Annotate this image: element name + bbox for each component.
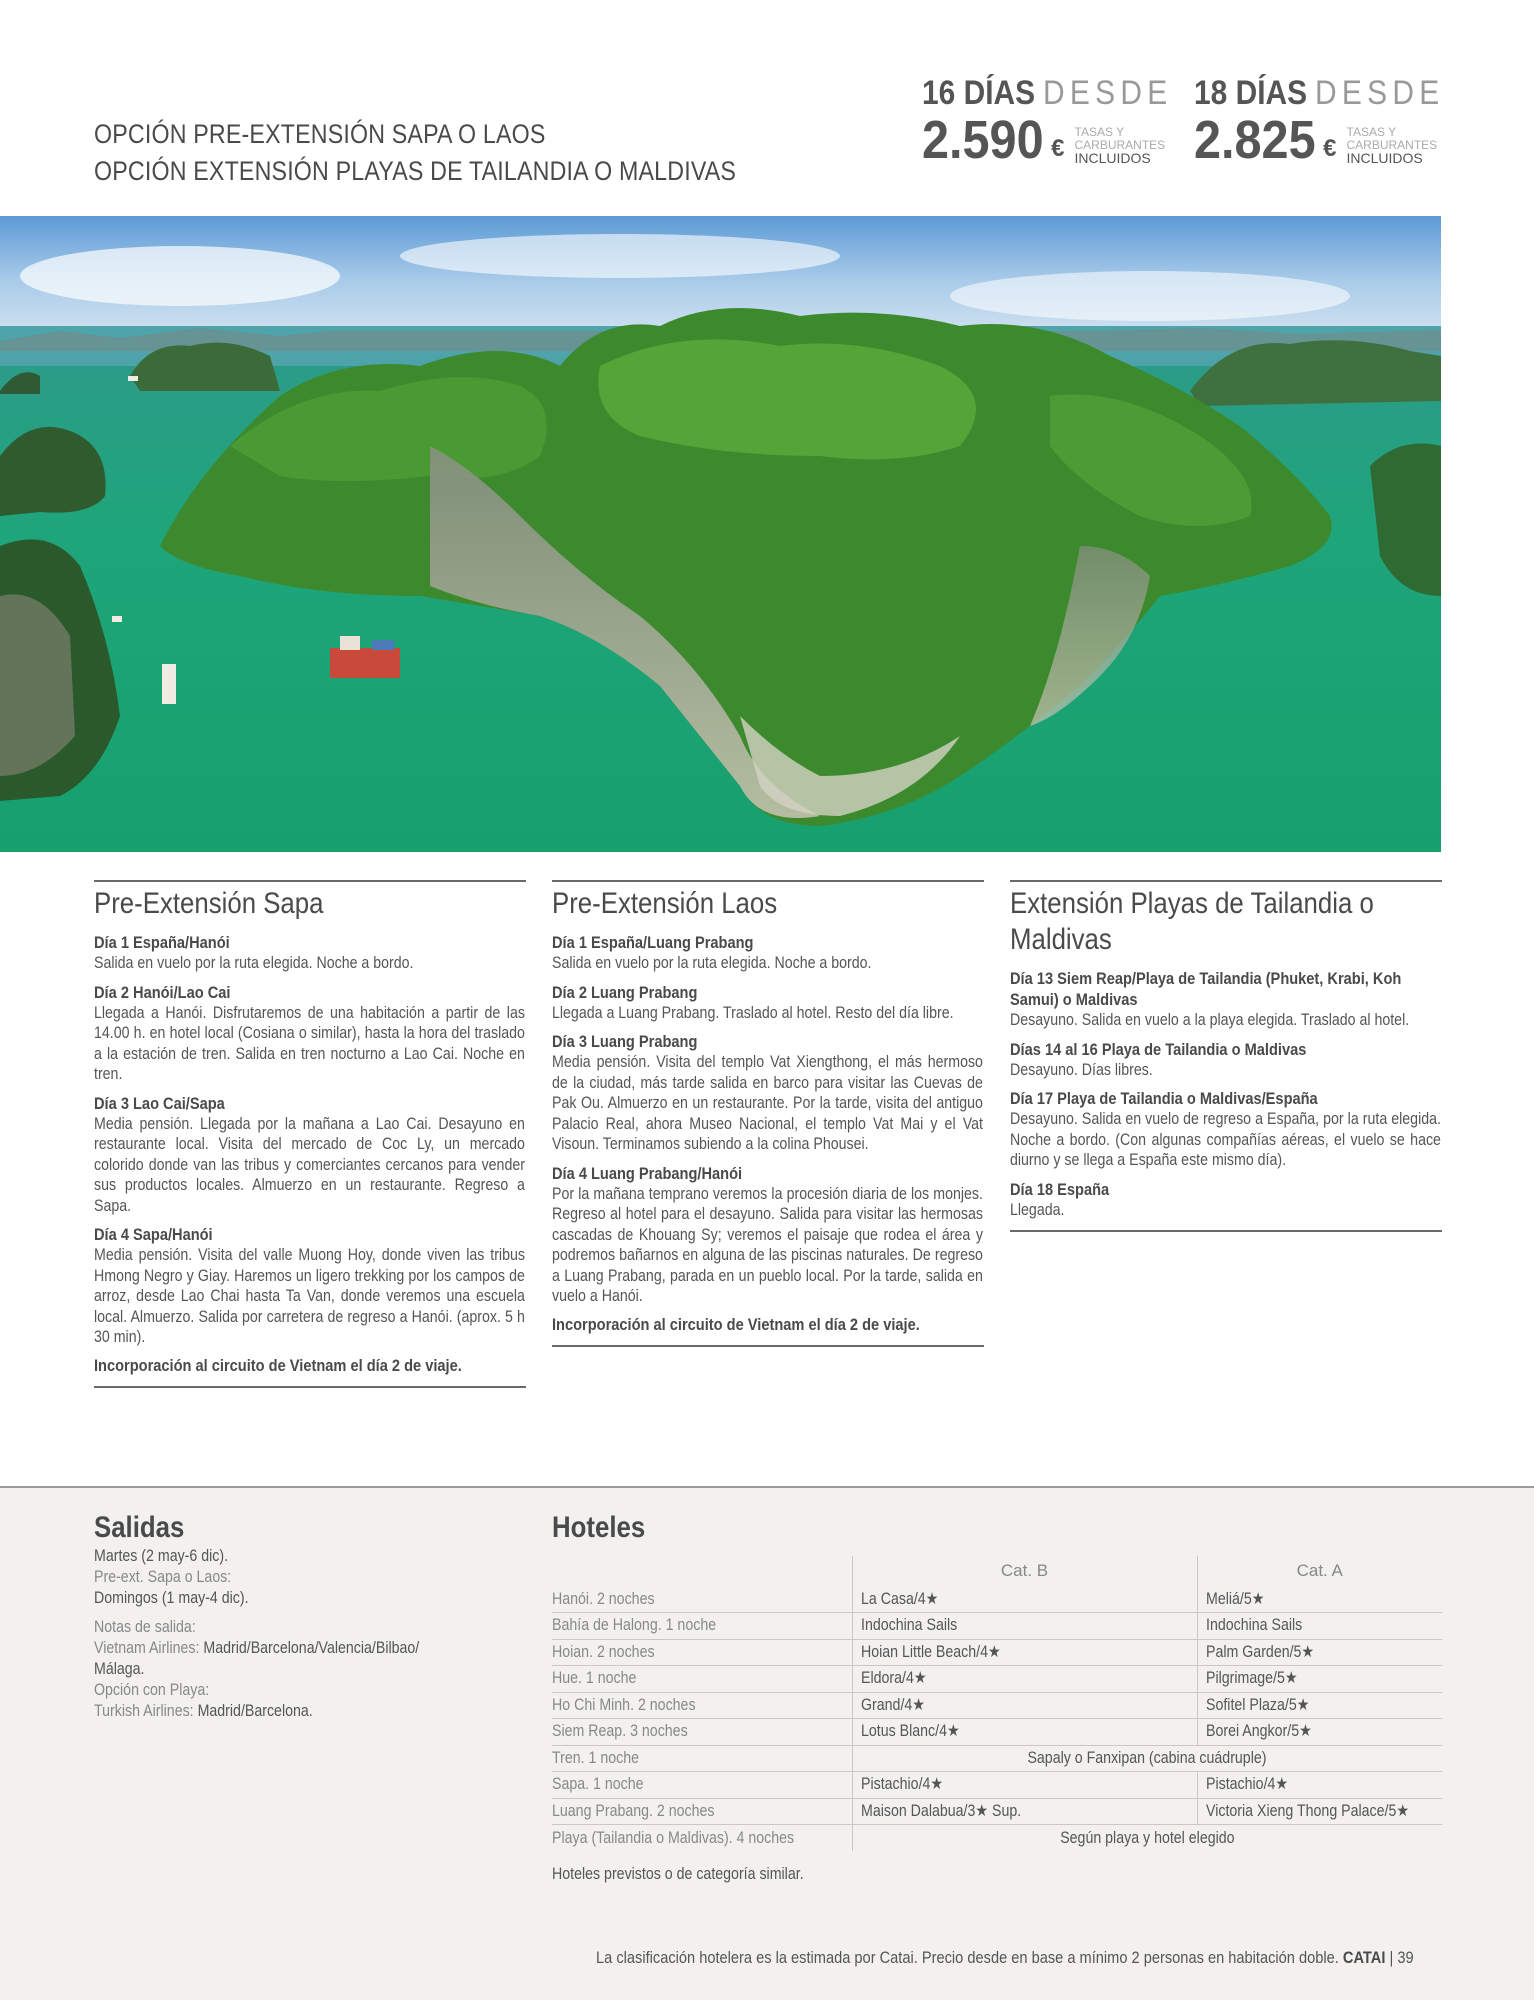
day-title: Día 1 España/Hanói — [94, 933, 230, 952]
incorporation-note: Incorporación al circuito de Vietnam el día 2 de viaje. — [94, 1355, 462, 1375]
price-desde: DESDE — [1314, 74, 1444, 112]
day-text: Salida en vuelo por la ruta elegida. Noche a bordo. — [94, 954, 414, 972]
section-extension-beaches — [1010, 880, 1442, 1232]
table-row: Luang Prabang. 2 noches Maison Dalabua/3★ Sup. Victoria Xieng Thong Palace/5★ — [552, 1798, 1442, 1825]
section-title: Pre-Extensión Laos — [552, 887, 778, 920]
hoteles-title: Hoteles — [552, 1511, 646, 1544]
day-title: Día 4 Luang Prabang/Hanói — [552, 1163, 743, 1183]
day-entry — [1010, 1039, 1442, 1081]
day-entry — [94, 1093, 526, 1217]
table-row: Hanói. 2 noches La Casa/4★ Meliá/5★ — [552, 1586, 1442, 1613]
salidas-line: Vietnam Airlines: Madrid/Barcelona/Valencia/Bilbao/ — [94, 1639, 420, 1657]
section-title: Extensión Playas de Tailandia o Maldivas — [1010, 887, 1374, 956]
day-text: Desayuno. Salida en vuelo de regreso a España, por la ruta elegida. Noche a bordo. (Con algunas compañías aéreas, el vuelo se hace diurno y se llega a España este mismo día). — [1010, 1110, 1441, 1169]
hotels-note: Hoteles previstos o de categoría similar. — [552, 1865, 804, 1883]
table-header-city — [552, 1556, 852, 1586]
section-title: Pre-Extensión Sapa — [94, 887, 324, 920]
section-top-rule — [94, 880, 526, 882]
price-amount: 2.825 — [1194, 110, 1316, 170]
day-entry — [552, 932, 984, 974]
table-row: Tren. 1 noche Sapaly o Fanxipan (cabina cuádruple) — [552, 1745, 1442, 1772]
day-text: Por la mañana temprano veremos la procesión diaria de los monjes. Regreso al hotel para el desayuno. Salida para visitar las hermosas cascadas de Khouang Sy; veremos el paisaje que rodea el área y podremos bañarnos en alguna de las piscinas naturales. De regreso a Luang Prabang, parada en un pueblo local. Por la tarde, salida en vuelo a Hanói. — [552, 1184, 983, 1305]
price-days: 18 DÍAS — [1194, 74, 1308, 112]
salidas-line: Opción con Playa: — [94, 1681, 210, 1699]
table-row: Siem Reap. 3 noches Lotus Blanc/4★ Borei Angkor/5★ — [552, 1719, 1442, 1746]
price-amount: 2.590 — [922, 110, 1044, 170]
day-entry — [552, 1163, 984, 1307]
day-text: Llegada a Luang Prabang. Traslado al hotel. Resto del día libre. — [552, 1003, 954, 1022]
price-notes: TASAS Y CARBURANTES INCLUIDOS — [1074, 125, 1166, 166]
day-text: Desayuno. Días libres. — [1010, 1060, 1153, 1079]
day-text: Media pensión. Visita del templo Vat Xiengthong, el más hermoso de la ciudad, más tarde salida en barco para visitar las Cuevas de Pak Ou. Almuerzo en un restaurante. Por la tarde, visita del antiguo Palacio Real, ahora Museo Nacional, el templo Vat Mai y el Vat Visoun. Terminamos subiendo a la colina Phousei. — [552, 1053, 983, 1153]
price-block-18 — [1194, 74, 1462, 170]
day-entry — [1010, 1088, 1442, 1171]
day-title: Día 18 España — [1010, 1179, 1110, 1199]
section-pre-extension-sapa — [94, 880, 526, 1388]
salidas-section — [94, 1510, 474, 1722]
day-title: Día 1 España/Luang Prabang — [552, 933, 754, 952]
day-title: Día 3 Luang Prabang — [552, 1032, 698, 1051]
price-currency: € — [1323, 135, 1337, 162]
section-bottom-rule — [1010, 1230, 1442, 1232]
table-header-cat-a: Cat. A — [1197, 1556, 1442, 1586]
day-text: Llegada. — [1010, 1200, 1065, 1219]
page-header-titles — [94, 116, 841, 190]
table-row: Ho Chi Minh. 2 noches Grand/4★ Sofitel Plaza/5★ — [552, 1692, 1442, 1719]
day-text: Llegada a Hanói. Disfrutaremos de una habitación a partir de las 14.00 h. en hotel local (Cosiana o similar), hasta la hora del traslado a la estación de tren. Salida en tren nocturno a Lao Cai. Noche en tren. — [94, 1003, 525, 1083]
price-currency: € — [1051, 135, 1065, 162]
day-title: Días 14 al 16 Playa de Tailandia o Maldivas — [1010, 1039, 1307, 1059]
footer-disclaimer: La clasificación hotelera es la estimada por Catai. Precio desde en base a mínimo 2 personas en habitación doble. — [596, 1948, 1339, 1967]
header-title-line1: OPCIÓN PRE-EXTENSIÓN SAPA O LAOS — [94, 119, 546, 149]
footer-brand: CATAI — [1342, 1948, 1386, 1967]
day-entry — [1010, 968, 1442, 1031]
day-title: Día 13 Siem Reap/Playa de Tailandia (Phuket, Krabi, Koh Samui) o Maldivas — [1010, 969, 1402, 1009]
hero-photo-halong-bay — [0, 216, 1441, 852]
day-entry — [552, 982, 984, 1024]
day-text: Salida en vuelo por la ruta elegida. Noche a bordo. — [552, 954, 872, 972]
price-notes: TASAS Y CARBURANTES INCLUIDOS — [1346, 125, 1438, 166]
table-row: Hue. 1 noche Eldora/4★ Pilgrimage/5★ — [552, 1666, 1442, 1693]
section-pre-extension-laos — [552, 880, 984, 1347]
hoteles-section — [552, 1510, 1442, 1884]
day-title: Día 2 Hanói/Lao Cai — [94, 982, 231, 1002]
page-footer — [596, 1948, 1414, 1968]
day-text: Desayuno. Salida en vuelo a la playa elegida. Traslado al hotel. — [1010, 1011, 1410, 1029]
salidas-line: Martes (2 may-6 dic). — [94, 1547, 229, 1565]
section-bottom-rule — [552, 1345, 984, 1347]
day-title: Día 2 Luang Prabang — [552, 982, 698, 1002]
price-desde: DESDE — [1042, 74, 1172, 112]
day-title: Día 3 Lao Cai/Sapa — [94, 1093, 225, 1113]
header-title-line2: OPCIÓN EXTENSIÓN PLAYAS DE TAILANDIA O MALDIVAS — [94, 156, 737, 186]
salidas-line: Notas de salida: — [94, 1618, 196, 1636]
day-entry — [552, 1031, 984, 1155]
salidas-line: Málaga. — [94, 1660, 145, 1678]
price-days: 16 DÍAS — [922, 74, 1036, 112]
day-title: Día 17 Playa de Tailandia o Maldivas/España — [1010, 1089, 1318, 1108]
salidas-title: Salidas — [94, 1511, 185, 1544]
section-top-rule — [552, 880, 984, 882]
table-row: Playa (Tailandia o Maldivas). 4 noches Según playa y hotel elegido — [552, 1825, 1442, 1852]
day-entry — [94, 1224, 526, 1348]
day-text: Media pensión. Llegada por la mañana a Lao Cai. Desayuno en restaurante local. Visita del mercado de Coc Ly, un mercado colorido donde van las tribus y comerciantes cercanos para vender sus productos locales. Almuerzo en un restaurante. Regreso a Sapa. — [94, 1114, 525, 1215]
price-block-16 — [922, 74, 1190, 170]
salidas-line: Pre-ext. Sapa o Laos: — [94, 1568, 232, 1586]
salidas-line: Domingos (1 may-4 dic). — [94, 1589, 249, 1607]
day-entry — [1010, 1179, 1442, 1221]
section-top-rule — [1010, 880, 1442, 882]
incorporation-note: Incorporación al circuito de Vietnam el día 2 de viaje. — [552, 1314, 920, 1334]
table-row: Bahía de Halong. 1 noche Indochina Sails Indochina Sails — [552, 1613, 1442, 1640]
salidas-line: Turkish Airlines: Madrid/Barcelona. — [94, 1702, 313, 1720]
table-row: Sapa. 1 noche Pistachio/4★ Pistachio/4★ — [552, 1772, 1442, 1799]
table-header-cat-b: Cat. B — [852, 1556, 1197, 1586]
day-text: Media pensión. Visita del valle Muong Hoy, donde viven las tribus Hmong Negro y Giay. Haremos un ligero trekking por los campos de arroz, desde Lao Chai hasta Ta Van, donde veremos una escuela local. Almuerzo. Salida por carretera de regreso a Hanói. (aprox. 5 h 30 min). — [94, 1246, 525, 1346]
day-entry — [94, 982, 526, 1085]
page-number: | 39 — [1389, 1948, 1414, 1967]
table-row: Hoian. 2 noches Hoian Little Beach/4★ Palm Garden/5★ — [552, 1639, 1442, 1666]
section-bottom-rule — [94, 1386, 526, 1388]
day-entry — [94, 932, 526, 974]
day-title: Día 4 Sapa/Hanói — [94, 1225, 213, 1244]
hotels-table — [552, 1556, 1442, 1851]
